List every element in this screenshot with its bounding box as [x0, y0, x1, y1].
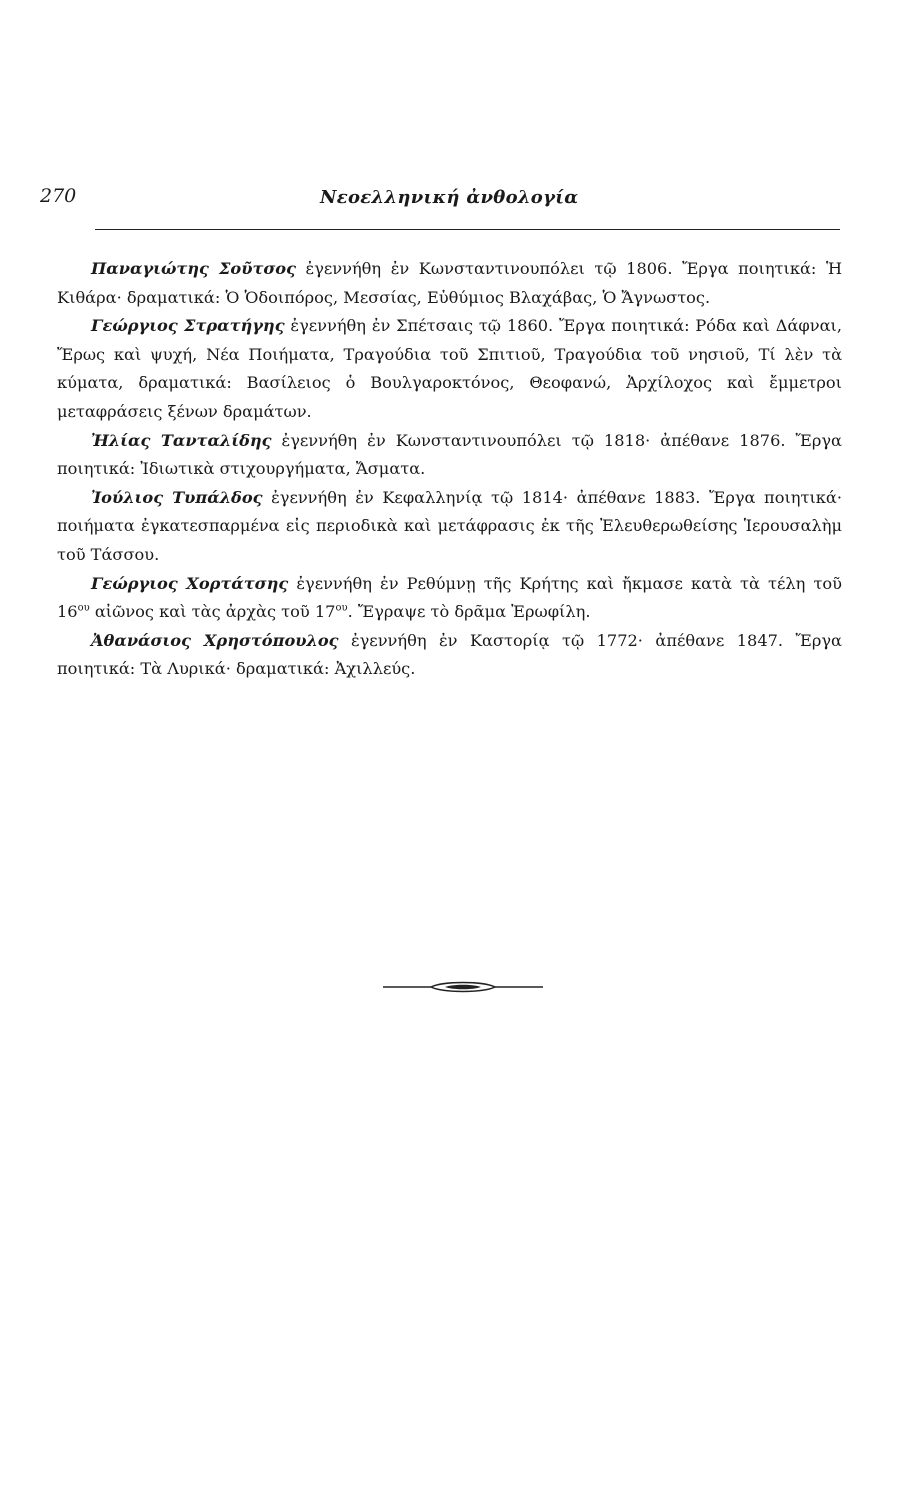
ordinal-suffix: ου: [335, 602, 348, 614]
entry-text: ἐγεννήθη ἐν Ρεθύμνῃ τῆς Κρήτης καὶ ἤκμασε κατὰ τὰ τέλη τοῦ 16: [57, 573, 842, 622]
entry-text: ἐγεννήθη ἐν Καστορίᾳ τῷ 1772· ἀπέθανε 1847. Ἔργα ποιητικά: Τὰ Λυρικά· δραματικά: Ἀχιλλεύς.: [57, 630, 842, 679]
entry-chortatsis: [57, 570, 842, 627]
entry-name: Ἀθανάσιος Χρηστόπουλος: [91, 630, 339, 650]
end-ornament-icon: [383, 980, 543, 994]
entry-text: ἐγεννήθη ἐν Σπέτσαις τῷ 1860. Ἔργα ποιητικά: Ρόδα καὶ Δάφναι, Ἔρως καὶ ψυχή, Νέα Ποιήματα, Τραγούδια τοῦ Σπιτιοῦ, Τραγούδια τοῦ νησιοῦ, Τί λὲν τὰ κύματα, δραματικά: Βασίλειος ὁ Βουλγαροκτόνος, Θεοφανώ, Ἀρχίλοχος καὶ ἔμμετροι μεταφράσεις ξένων δραμάτων.: [57, 316, 843, 421]
entry-text: ἐγεννήθη ἐν Κεφαλληνίᾳ τῷ 1814· ἀπέθανε 1883. Ἔργα ποιητικά· ποιήματα ἐγκατεσπαρμένα εἰς περιοδικὰ καὶ μετάφρασις ἐκ τῆς Ἐλευθερωθείσης Ἱερουσαλὴμ τοῦ Τάσσου.: [57, 487, 842, 564]
entry-stratigis: [57, 312, 842, 426]
page-header: [40, 185, 840, 221]
entry-text: ἐγεννήθη ἐν Κωνσταντινουπόλει τῷ 1806. Ἔργα ποιητικά: Ἡ Κιθάρα· δραματικά: Ὁ Ὁδοιπόρος, Μεσσίας, Εὐθύμιος Βλαχάβας, Ὁ Ἄγνωστος.: [57, 259, 843, 307]
entry-text: . Ἔγραψε τὸ δρᾶμα Ἐρωφίλη.: [347, 602, 591, 622]
entry-soutsos: [57, 255, 842, 312]
entry-name: Παναγιώτης Σοῦτσος: [91, 259, 296, 278]
entry-name: Ἰούλιος Τυπάλδος: [91, 487, 263, 507]
entry-typaldos: [57, 484, 842, 570]
entry-name: Ἠλίας Τανταλίδης: [91, 430, 272, 450]
ordinal-suffix: ου: [77, 602, 90, 614]
biography-entries: [57, 255, 842, 684]
entry-christopoulos: [57, 627, 842, 684]
entry-name: Γεώργιος Χορτάτσης: [91, 573, 289, 593]
entry-name: Γεώργιος Στρατήγης: [91, 316, 285, 336]
entry-text: αἰῶνος καὶ τὰς ἀρχὰς τοῦ 17: [89, 602, 336, 622]
page-number: 270: [40, 185, 77, 207]
running-title: Νεοελληνική ἀνθολογία: [320, 187, 579, 208]
entry-text: ἐγεννήθη ἐν Κωνσταντινουπόλει τῷ 1818· ἀπέθανε 1876. Ἔργα ποιητικά: Ἰδιωτικὰ στιχουργήματα, Ἄσματα.: [57, 430, 842, 479]
header-rule: [95, 229, 840, 230]
entry-tantalidis: [57, 427, 842, 484]
